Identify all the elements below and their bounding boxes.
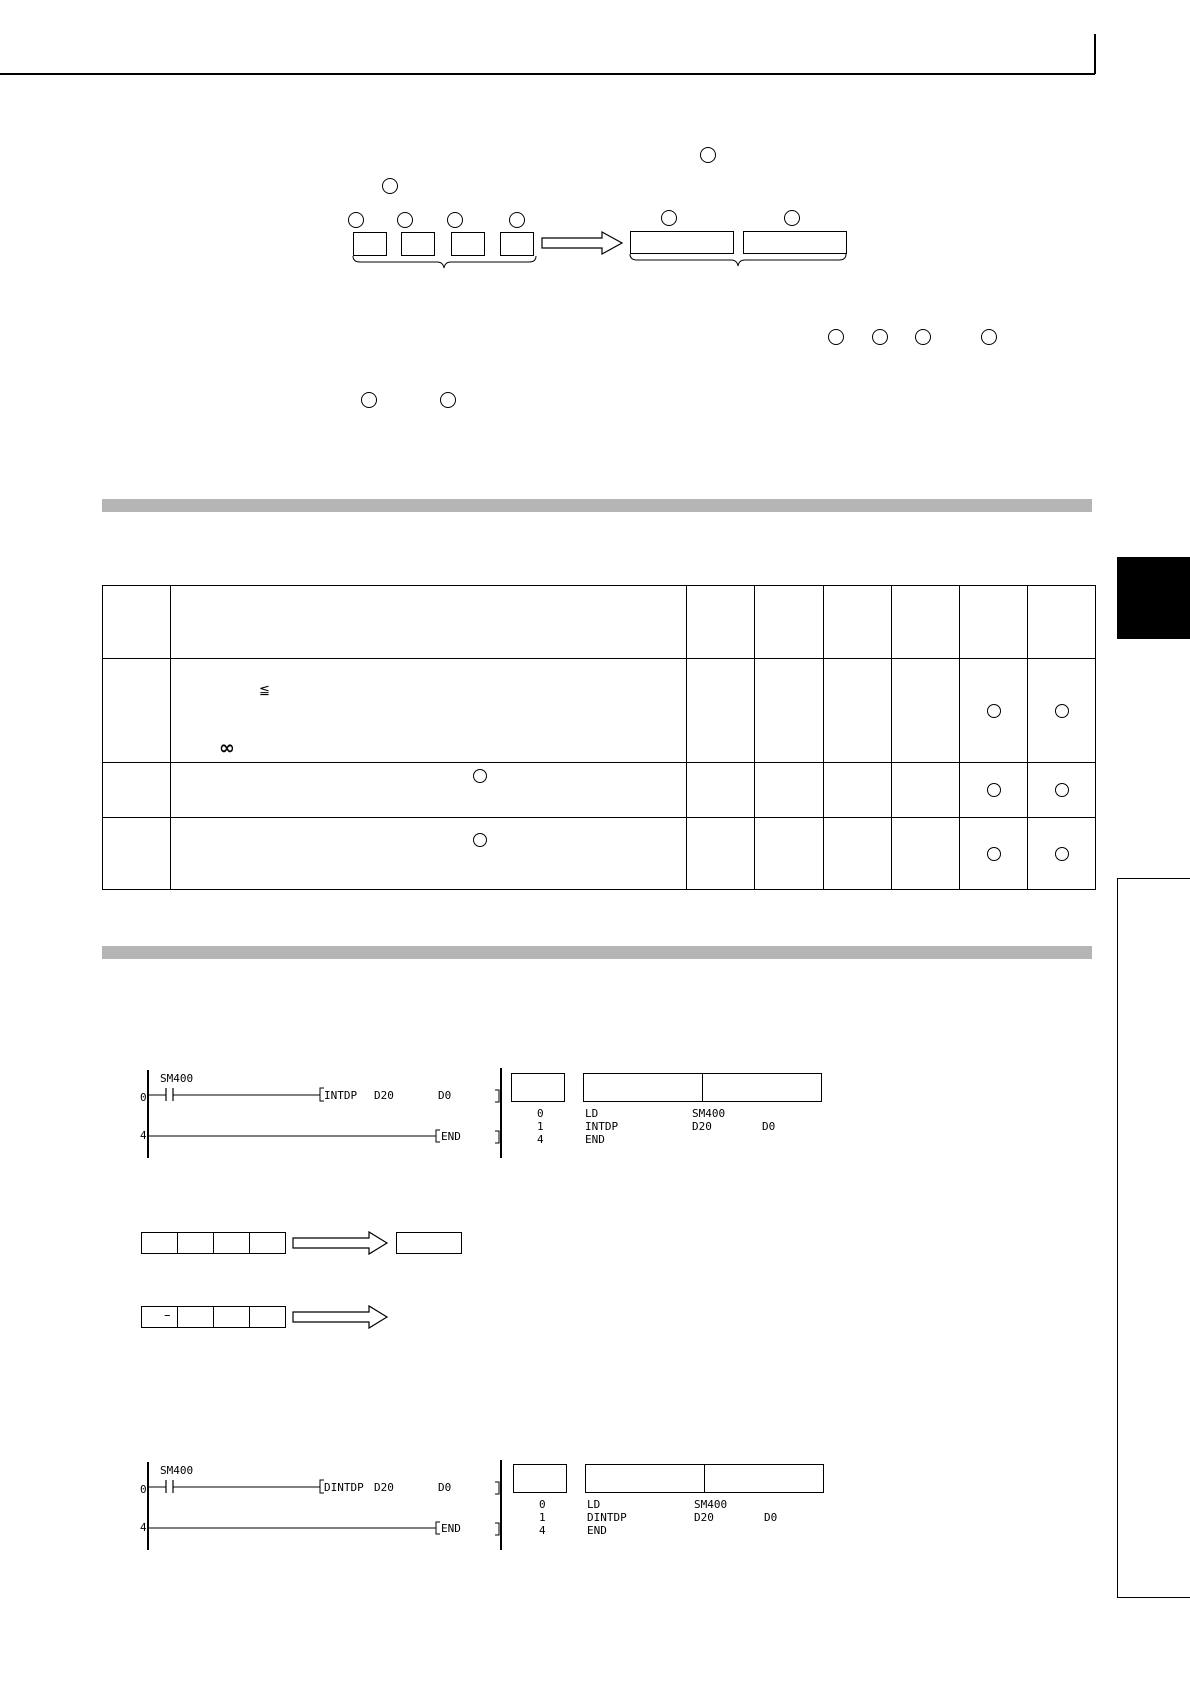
list-operand: SM400 [692, 1107, 726, 1120]
ref-circle [915, 329, 931, 345]
table-row [103, 763, 1096, 818]
list-step: 1 [537, 1120, 544, 1133]
ref-circle [828, 329, 844, 345]
step-number: 4 [140, 1521, 147, 1534]
rung-end-bracket [493, 1129, 503, 1145]
ladder-separator [500, 1068, 502, 1158]
header-rule-end [1094, 34, 1096, 74]
header-cell-cpu [892, 586, 960, 659]
header-cell-cpu [687, 586, 755, 659]
note-circle-marker [382, 178, 398, 194]
digit-circle-marker [447, 212, 463, 228]
header-cell-code [103, 586, 171, 659]
applicable-circle-icon [987, 847, 1001, 861]
list-operand: D20 [694, 1511, 714, 1524]
list-operand: D0 [762, 1120, 776, 1133]
step-number: 0 [140, 1091, 147, 1104]
list-instruction: INTDP [585, 1120, 619, 1133]
list-instruction: LD [587, 1498, 601, 1511]
operand-label: D20 [374, 1481, 394, 1494]
operand-label: D0 [438, 1481, 452, 1494]
instruction-label: INTDP [324, 1089, 358, 1102]
step-number: 0 [140, 1483, 147, 1496]
applicable-cell [960, 763, 1028, 818]
operand-label: D0 [438, 1089, 452, 1102]
left-power-rail [147, 1070, 149, 1158]
row-description-cell [171, 763, 687, 818]
list-mode-box [702, 1073, 822, 1102]
digit-box [213, 1232, 250, 1254]
applicable-circle-icon [987, 704, 1001, 718]
list-operand: D0 [764, 1511, 778, 1524]
list-operand: D20 [692, 1120, 712, 1133]
ref-circle [473, 833, 487, 847]
ladder-separator [500, 1460, 502, 1550]
ladder-diagram-1 [138, 1068, 508, 1160]
applicable-cell [960, 659, 1028, 763]
chapter-tab [1117, 557, 1190, 639]
digit-box [500, 232, 534, 256]
header-cell-cpu [1028, 586, 1096, 659]
rung-1-end-bracket [493, 1480, 503, 1496]
row-code-cell [103, 763, 171, 818]
table-header-row [103, 586, 1096, 659]
digit-box [249, 1232, 286, 1254]
list-instruction: DINTDP [587, 1511, 627, 1524]
rung-1 [148, 1086, 458, 1102]
row-description-cell [171, 659, 687, 763]
error-table [102, 585, 1096, 890]
step-number: 4 [140, 1129, 147, 1142]
row-code-cell [103, 818, 171, 890]
operand-label: D20 [374, 1089, 394, 1102]
result-box-lower [743, 231, 847, 254]
applicable-cell [1028, 818, 1096, 890]
digit-box [177, 1306, 214, 1328]
digit-box [451, 232, 485, 256]
example-conversion-2 [141, 1306, 391, 1334]
word-circle-marker [784, 210, 800, 226]
example-conversion-1 [141, 1232, 471, 1260]
result-box [396, 1232, 462, 1254]
list-step: 4 [539, 1524, 546, 1537]
row-code-cell [103, 659, 171, 763]
header-rule [0, 73, 1095, 75]
leq-symbol: ≦ [259, 683, 270, 698]
list-mode-box [583, 1073, 703, 1102]
table-row [103, 659, 1096, 763]
rung-1 [148, 1478, 458, 1494]
applicable-circle-icon [987, 783, 1001, 797]
index-tab-outline [1117, 878, 1190, 1598]
brace-source [352, 255, 538, 271]
digit-box [401, 232, 435, 256]
conversion-arrow [291, 1230, 391, 1256]
rung-end [148, 1520, 448, 1536]
contact-device-label: SM400 [160, 1464, 194, 1477]
list-mode-box [511, 1073, 565, 1102]
header-cell-cpu [824, 586, 892, 659]
instruction-label: DINTDP [324, 1481, 364, 1494]
rung-1-end-bracket [493, 1088, 503, 1104]
list-step: 0 [537, 1107, 544, 1120]
digit-box [353, 232, 387, 256]
rung-end-bracket [493, 1521, 503, 1537]
list-step: 0 [539, 1498, 546, 1511]
digit-box [141, 1306, 178, 1328]
conversion-arrow [540, 230, 625, 256]
section-bar-program-example [102, 946, 1092, 959]
digit-circle-marker [509, 212, 525, 228]
word-circle-marker [661, 210, 677, 226]
table-row [103, 818, 1096, 890]
header-cell-description [171, 586, 687, 659]
section-bar-errors [102, 499, 1092, 512]
ref-circle [440, 392, 456, 408]
digit-circle-marker [348, 212, 364, 228]
ref-circle [981, 329, 997, 345]
digit-circle-marker [397, 212, 413, 228]
list-operand: SM400 [694, 1498, 728, 1511]
list-mode-box [704, 1464, 824, 1493]
digit-box [141, 1232, 178, 1254]
ref-circle [473, 769, 487, 783]
applicable-cell [1028, 763, 1096, 818]
brace-result [629, 253, 849, 269]
list-mode-box [513, 1464, 567, 1493]
list-mode-box [585, 1464, 705, 1493]
applicable-cell [960, 818, 1028, 890]
left-power-rail [147, 1462, 149, 1550]
header-cell-cpu [960, 586, 1028, 659]
applicable-circle-icon [1055, 847, 1069, 861]
row-description-cell [171, 818, 687, 890]
list-instruction: LD [585, 1107, 599, 1120]
list-instruction: END [587, 1524, 607, 1537]
applicable-circle-icon [1055, 704, 1069, 718]
contact-device-label: SM400 [160, 1072, 194, 1085]
list-instruction: END [585, 1133, 605, 1146]
applicable-circle-icon [1055, 783, 1069, 797]
result-box-upper [630, 231, 734, 254]
header-cell-cpu [755, 586, 824, 659]
digit-box [177, 1232, 214, 1254]
conversion-arrow [291, 1304, 391, 1330]
digit-box [249, 1306, 286, 1328]
list-step: 1 [539, 1511, 546, 1524]
applicable-cell [1028, 659, 1096, 763]
rung-end [148, 1128, 448, 1144]
ref-circle [361, 392, 377, 408]
ref-circle [872, 329, 888, 345]
ladder-diagram-2 [138, 1460, 508, 1552]
list-step: 4 [537, 1133, 544, 1146]
end-label: END [441, 1130, 461, 1143]
infinity-symbol: ∞ [219, 737, 235, 759]
note-circle-marker [700, 147, 716, 163]
end-label: END [441, 1522, 461, 1535]
digit-box [213, 1306, 250, 1328]
minus-sign: – [164, 1308, 171, 1323]
